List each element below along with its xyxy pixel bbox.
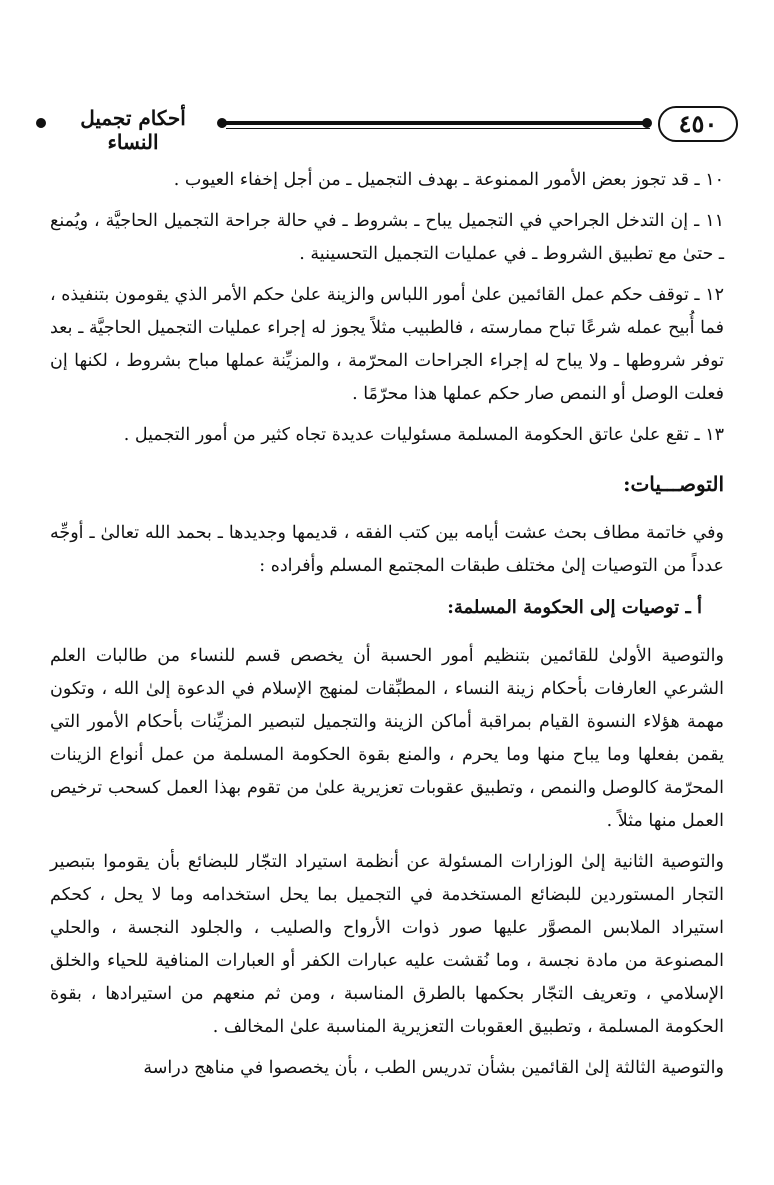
conclusion-item: ١٠ ـ قد تجوز بعض الأمور الممنوعة ـ بهدف التجميل ـ من أجل إخفاء العيوب . [173,170,724,190]
page-header [36,104,738,154]
header-rule [226,121,650,125]
recommendation-paragraph: والتوصية الأولىٰ للقائمين بتنظيم أمور الحسبة أن يخصص قسم للنساء من طالبات العلم الشرعي العارفات بأحكام زينة النساء ، المطبِّقات لمنهج الإسلام في الدعوة إلىٰ الله ، وتكون مهمة هؤلاء النسوة القيام بمراقبة أماكن الزينة والتجميل لتبصير المزيِّنات بأحكام الأمور التي يقمن بفعلها وما يباح منها وما يحرم ، والمنع بقوة الحكومة المسلمة من عمل أنواع الزينات المحرّمة كالوصل والنمص ، وتطبيق عقوبات تعزيرية علىٰ من تقوم بهذا العمل كسحب ترخيص العمل منها مثلاً . [50,646,724,831]
conclusion-item: ١٢ ـ توقف حكم عمل القائمين علىٰ أمور اللباس والزينة علىٰ حكم الأمر الذي يقومون بتنفيذه ، فما أُبيح عمله شرعًا تباح ممارسته ، فالطبيب مثلاً يجوز له إجراء عمليات التجميل الحاجيَّة ـ بعد توفر شروطها ـ ولا يباح له إجراء الجراحات المحرّمة ، والمزيِّنة عملها مباح بشروط ، لكنها إن فعلت الوصل أو النمص صار حكم عملها هذا محرّمًا . [50,285,724,404]
subsection-heading: أ ـ توصيات إلى الحكومة المسلمة: [447,597,702,618]
page-body [50,164,724,1101]
page-number: ٤٥٠ [658,106,738,142]
running-title: أحكام تجميل النساء [80,106,186,154]
recommendation-paragraph: والتوصية الثانية إلىٰ الوزارات المسئولة عن أنظمة استيراد التجّار للبضائع بأن يقوموا بتبصير التجار المستوردين للبضائع المستخدمة في التجميل بما يحل استخدامه وما لا يحل ، كحكم استيراد الملابس المصوَّر عليها صور ذوات الأرواح والصليب ، والجلود النجسة ، والحلي المصنوعة من مادة نجسة ، وما نُقشت عليه عبارات الكفر أو العبارات المنافية للحياء والخلق الإسلامي ، وتعريف التجّار بحكمها بالطرق المناسبة ، ومن ثم منعهم من استيرادها ، بقوة الحكومة المسلمة ، وتطبيق العقوبات التعزيرية المناسبة علىٰ المخالف . [50,852,724,1037]
conclusion-item: ١٣ ـ تقع علىٰ عاتق الحكومة المسلمة مسئوليات عديدة تجاه كثير من أمور التجميل . [123,425,724,445]
recommendations-intro: وفي خاتمة مطاف بحث عشت أيامه بين كتب الفقه ، قديمها وجديدها ـ بحمد الله تعالىٰ ـ أوجِّه عدداً من التوصيات إلىٰ مختلف طبقات المجتمع المسلم وأفراده : [50,523,724,576]
header-ornament-dot [36,118,46,128]
conclusion-item: ١١ ـ إن التدخل الجراحي في التجميل يباح ـ بشروط ـ في حالة جراحة التجميل الحاجيَّة ، ويُمنع ـ حتىٰ مع تطبيق الشروط ـ في عمليات التجميل التحسينية . [50,211,724,264]
header-ornament-dot [642,118,652,128]
recommendation-paragraph: والتوصية الثالثة إلىٰ القائمين بشأن تدريس الطب ، بأن يخصصوا في مناهج دراسة [143,1058,724,1078]
recommendations-heading: التوصـــيات: [623,472,724,496]
